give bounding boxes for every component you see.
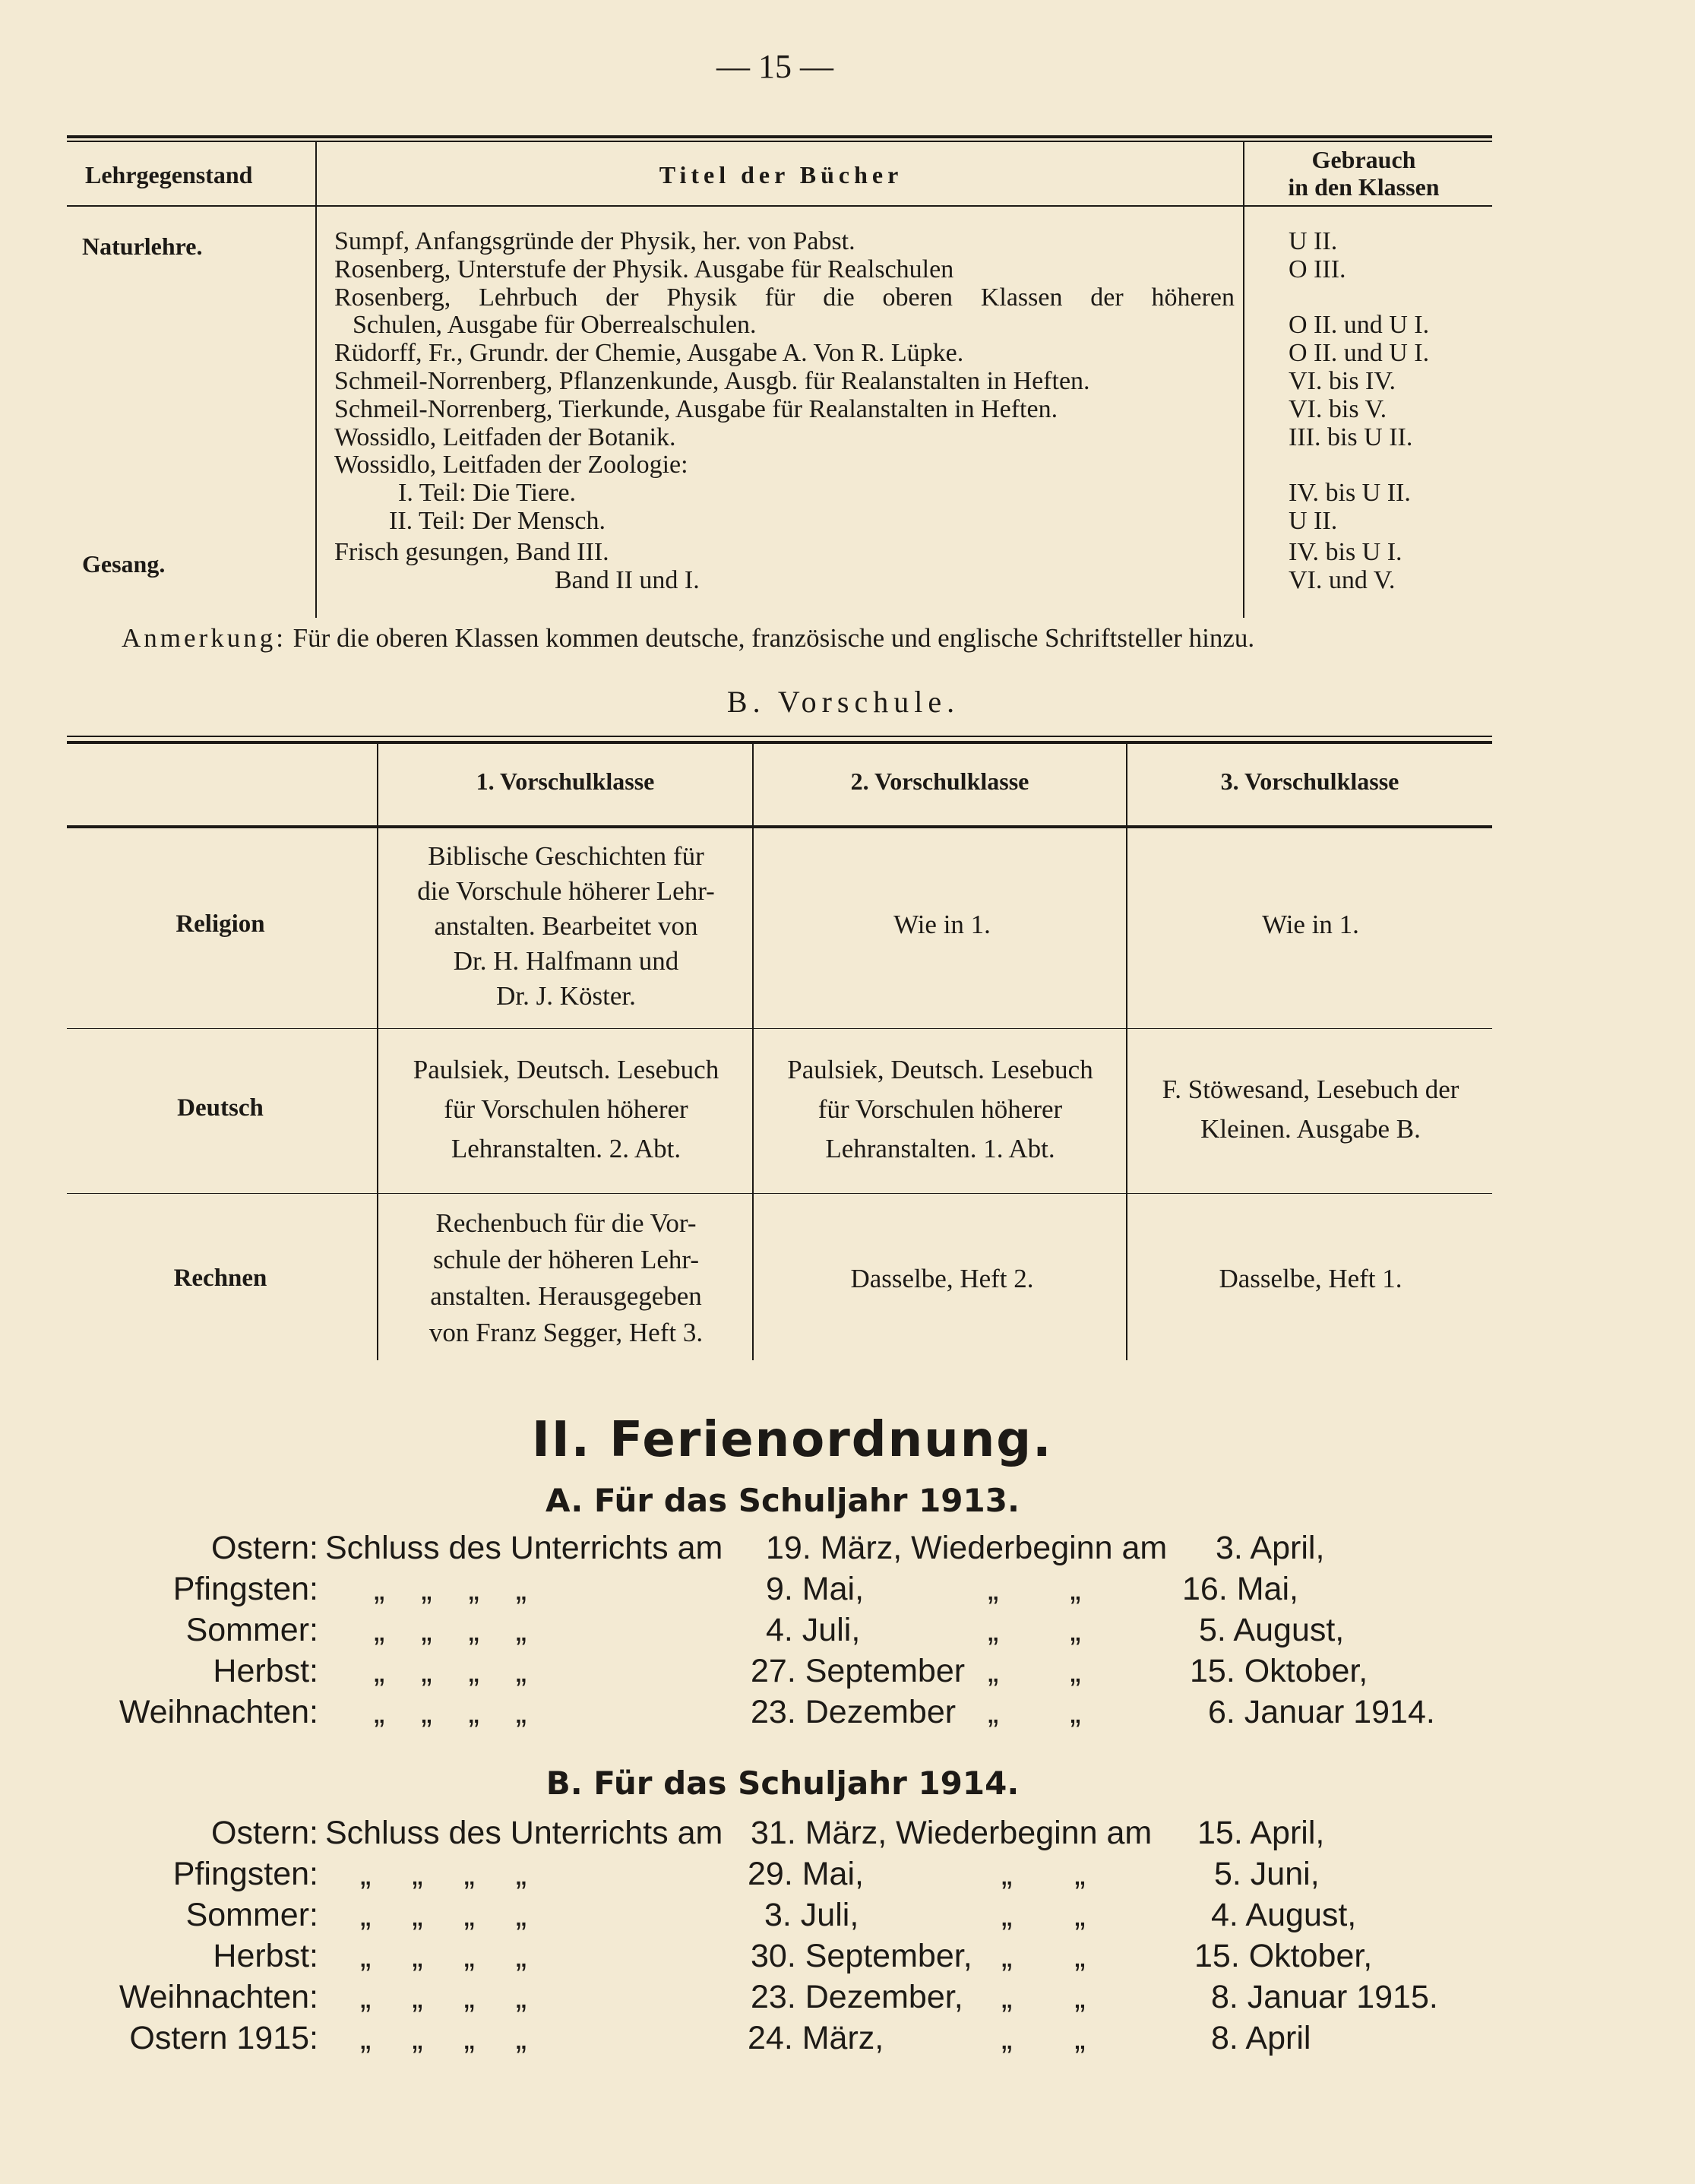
holiday-start: 4. August, (1211, 1897, 1357, 1933)
holiday-row (0, 1612, 1695, 1651)
cell-line: Paulsiek, Deutsch. Lesebuch (413, 1055, 719, 1084)
row-label-religion: Religion (176, 910, 265, 938)
class-range (1289, 284, 1486, 312)
cell-line: Lehranstalten. 2. Abt. (451, 1134, 681, 1163)
ditto-marks: „ „ (1001, 1897, 1086, 1933)
book-titles-column (334, 228, 1235, 594)
table-a-divider-1 (315, 141, 317, 618)
book-title: Wossidlo, Leitfaden der Botanik. (334, 423, 676, 451)
class-range (1289, 451, 1486, 480)
holiday-row (0, 1530, 1695, 1569)
table-b-row-rule (67, 1028, 1492, 1029)
holiday-end: 3. Juli, (764, 1897, 859, 1933)
book-title: Rosenberg, Lehrbuch der Physik für die oberen Klassen der höheren (334, 283, 1235, 312)
classes-column (1289, 228, 1486, 594)
ditto-marks: „ „ (988, 1571, 1081, 1607)
religion-cell-3 (1132, 907, 1489, 942)
holiday-row (0, 1815, 1695, 1854)
book-title: Rosenberg, Unterstufe der Physik. Ausgabe für Realschulen (334, 255, 954, 283)
class-range: VI. bis V. (1289, 394, 1387, 423)
holiday-label: Sommer: (185, 1612, 318, 1648)
holiday-end: 23. Dezember (751, 1694, 957, 1730)
holiday-label: Ostern 1915: (129, 2020, 318, 2056)
book-title: Schulen, Ausgabe für Oberrealschulen. (353, 311, 757, 340)
class-range: U II. (1289, 506, 1338, 535)
holiday-start: 15. Oktober, (1190, 1653, 1368, 1689)
cell-line: für Vorschulen höherer (817, 1094, 1063, 1124)
annotation (122, 623, 1254, 654)
ditto-marks: „ „ „ „ (374, 1694, 527, 1730)
holiday-row (0, 1856, 1695, 1895)
ditto-marks: „ „ (988, 1694, 1081, 1730)
annotation-text: Für die oberen Klassen kommen deutsche, französische und englische Schriftsteller hinzu. (293, 623, 1255, 653)
ditto-marks: „ „ „ „ (360, 1938, 527, 1974)
holiday-end: 24. März, (748, 2020, 884, 2056)
ditto-marks: „ „ (1001, 2020, 1086, 2056)
deutsch-cell-1 (387, 1050, 745, 1169)
cell-line: Rechenbuch für die Vor- (435, 1208, 697, 1238)
header-subject: Lehrgegenstand (85, 161, 253, 188)
cell-line: Kleinen. Ausgabe B. (1200, 1114, 1421, 1144)
class-range: III. bis U II. (1289, 423, 1413, 451)
class-range: IV. bis U II. (1289, 479, 1411, 508)
table-b-divider-1 (377, 743, 378, 1360)
holiday-row (0, 1938, 1695, 1977)
book-title: I. Teil: Die Tiere. (398, 479, 577, 508)
table-b-divider-3 (1126, 743, 1127, 1360)
class-range: VI. bis IV. (1289, 366, 1396, 395)
cell-line: Dasselbe, Heft 1. (1219, 1264, 1402, 1293)
header-usage-line1: Gebrauch (1311, 146, 1416, 173)
holiday-label: Weihnachten: (119, 1694, 318, 1730)
holiday-end: 30. September, (751, 1938, 972, 1974)
holiday-end: 31. März, Wiederbeginn am (751, 1815, 1153, 1851)
religion-cell-1 (395, 839, 737, 1014)
holiday-label: Sommer: (185, 1897, 318, 1933)
holiday-label: Herbst: (213, 1938, 318, 1974)
rechnen-cell-1 (391, 1205, 741, 1351)
holiday-start: 8. April (1211, 2020, 1311, 2056)
book-title: Schmeil-Norrenberg, Tierkunde, Ausgabe für Realanstalten in Heften. (334, 394, 1058, 423)
class-range: O III. (1289, 255, 1346, 283)
ditto-marks: „ „ „ „ (374, 1612, 527, 1648)
year-b-heading: B. Für das Schuljahr 1914. (545, 1765, 1020, 1802)
ditto-marks: „ „ (1001, 1938, 1086, 1974)
cell-line: Wie in 1. (893, 910, 991, 939)
ditto-marks: „ „ „ „ (360, 2020, 527, 2056)
page-number: — 15 — (716, 48, 833, 85)
table-b-top-rule-2 (67, 741, 1492, 744)
holiday-label: Ostern: (211, 1815, 318, 1851)
holiday-end: 19. März, Wiederbeginn am (766, 1530, 1168, 1566)
cell-line: schule der höheren Lehr- (432, 1245, 700, 1274)
holiday-start: 3. April, (1216, 1530, 1325, 1566)
holiday-row (0, 1979, 1695, 2018)
cell-line: Paulsiek, Deutsch. Lesebuch (787, 1055, 1093, 1084)
holiday-row (0, 1571, 1695, 1610)
table-b-row-rule (67, 1193, 1492, 1194)
book-title: Sumpf, Anfangsgründe der Physik, her. von Pabst. (334, 227, 855, 255)
section-b-heading: B. Vorschule. (726, 685, 960, 719)
religion-cell-2 (760, 907, 1124, 942)
ditto-marks: „ „ „ „ (360, 1897, 527, 1933)
ditto-marks: „ „ (1001, 1979, 1086, 2015)
holiday-start: 15. April, (1197, 1815, 1325, 1851)
cell-line: Biblische Geschichten für (428, 841, 704, 871)
table-a-divider-2 (1243, 141, 1244, 618)
header-titles: Titel der Bücher (659, 161, 903, 188)
class-range: O II. und U I. (1289, 339, 1430, 368)
cell-line: für Vorschulen höherer (444, 1094, 688, 1124)
header-vorschulklasse-2: 2. Vorschulklasse (850, 768, 1029, 795)
ditto-marks: „ „ (988, 1612, 1081, 1648)
cell-line: Lehranstalten. 1. Abt. (825, 1134, 1055, 1163)
holiday-label: Ostern: (211, 1530, 318, 1566)
holiday-row (0, 1897, 1695, 1936)
table-b-top-rule (67, 736, 1492, 737)
ditto-marks: „ „ „ „ (360, 1979, 527, 2015)
book-title: Wossidlo, Leitfaden der Zoologie: (334, 451, 688, 480)
holiday-end: 4. Juli, (766, 1612, 861, 1648)
holiday-end: 9. Mai, (766, 1571, 865, 1607)
cell-line: Dr. J. Köster. (496, 981, 636, 1011)
book-title: Band II und I. (555, 565, 700, 594)
table-b-divider-2 (752, 743, 754, 1360)
cell-line: F. Stöwesand, Lesebuch der (1162, 1075, 1459, 1104)
class-range: IV. bis U I. (1289, 537, 1402, 566)
cell-line: die Vorschule höherer Lehr- (417, 876, 715, 906)
holiday-row (0, 2020, 1695, 2059)
holiday-row (0, 1653, 1695, 1692)
header-usage-line2: in den Klassen (1288, 173, 1440, 201)
subject-gesang: Gesang. (82, 550, 166, 578)
holiday-start: 6. Januar 1914. (1208, 1694, 1435, 1730)
table-a-top-rule (67, 135, 1492, 138)
deutsch-cell-3 (1132, 1070, 1489, 1149)
ferienordnung-title: II. Ferienordnung. (532, 1412, 1053, 1468)
year-a-heading: A. Für das Schuljahr 1913. (545, 1482, 1020, 1519)
class-range: U II. (1289, 227, 1338, 255)
book-title: II. Teil: Der Mensch. (389, 506, 606, 535)
holiday-start: 5. August, (1199, 1612, 1345, 1648)
holiday-start: 16. Mai, (1182, 1571, 1298, 1607)
ditto-marks: „ „ „ „ (374, 1653, 527, 1689)
ditto-marks: „ „ (988, 1653, 1081, 1689)
table-a-header-rule (67, 205, 1492, 207)
deutsch-cell-2 (760, 1050, 1121, 1169)
cell-line: anstalten. Herausgegeben (430, 1281, 702, 1311)
ditto-marks: „ „ (1001, 1856, 1086, 1892)
cell-line: Dr. H. Halfmann und (453, 946, 679, 976)
holiday-start: 15. Oktober, (1194, 1938, 1373, 1974)
holiday-text: Schluss des Unterrichts am (325, 1815, 723, 1851)
row-label-deutsch: Deutsch (177, 1094, 264, 1122)
holiday-start: 8. Januar 1915. (1211, 1979, 1438, 2015)
class-range: O II. und U I. (1289, 311, 1430, 340)
holiday-text: Schluss des Unterrichts am (325, 1530, 723, 1566)
ditto-marks: „ „ „ „ (360, 1856, 527, 1892)
class-range: VI. und V. (1289, 565, 1396, 594)
header-vorschulklasse-1: 1. Vorschulklasse (476, 768, 655, 795)
ditto-marks: „ „ „ „ (374, 1571, 527, 1607)
holiday-end: 27. September (751, 1653, 966, 1689)
holiday-row (0, 1694, 1695, 1733)
header-usage (1246, 146, 1482, 201)
row-label-rechnen: Rechnen (173, 1265, 267, 1292)
rechnen-cell-3 (1132, 1261, 1489, 1296)
holiday-label: Weihnachten: (119, 1979, 318, 2015)
cell-line: Dasselbe, Heft 2. (850, 1264, 1034, 1293)
holiday-label: Pfingsten: (172, 1856, 318, 1892)
book-title: Schmeil-Norrenberg, Pflanzenkunde, Ausgb. für Realanstalten in Heften. (334, 366, 1090, 395)
holiday-end: 23. Dezember, (751, 1979, 963, 2015)
holiday-label: Pfingsten: (172, 1571, 318, 1607)
header-vorschulklasse-3: 3. Vorschulklasse (1220, 768, 1399, 795)
holiday-label: Herbst: (213, 1653, 318, 1689)
book-title: Frisch gesungen, Band III. (334, 537, 609, 566)
table-b-header-rule (67, 825, 1492, 828)
subject-naturlehre: Naturlehre. (82, 233, 203, 260)
cell-line: Wie in 1. (1262, 910, 1359, 939)
book-title: Rüdorff, Fr., Grundr. der Chemie, Ausgabe A. Von R. Lüpke. (334, 339, 964, 368)
rechnen-cell-2 (760, 1261, 1124, 1296)
holiday-end: 29. Mai, (748, 1856, 864, 1892)
annotation-label: Anmerkung: (122, 623, 286, 653)
cell-line: anstalten. Bearbeitet von (434, 911, 698, 941)
table-a-top-rule-2 (67, 141, 1492, 142)
holiday-start: 5. Juni, (1214, 1856, 1320, 1892)
cell-line: von Franz Segger, Heft 3. (428, 1318, 704, 1347)
